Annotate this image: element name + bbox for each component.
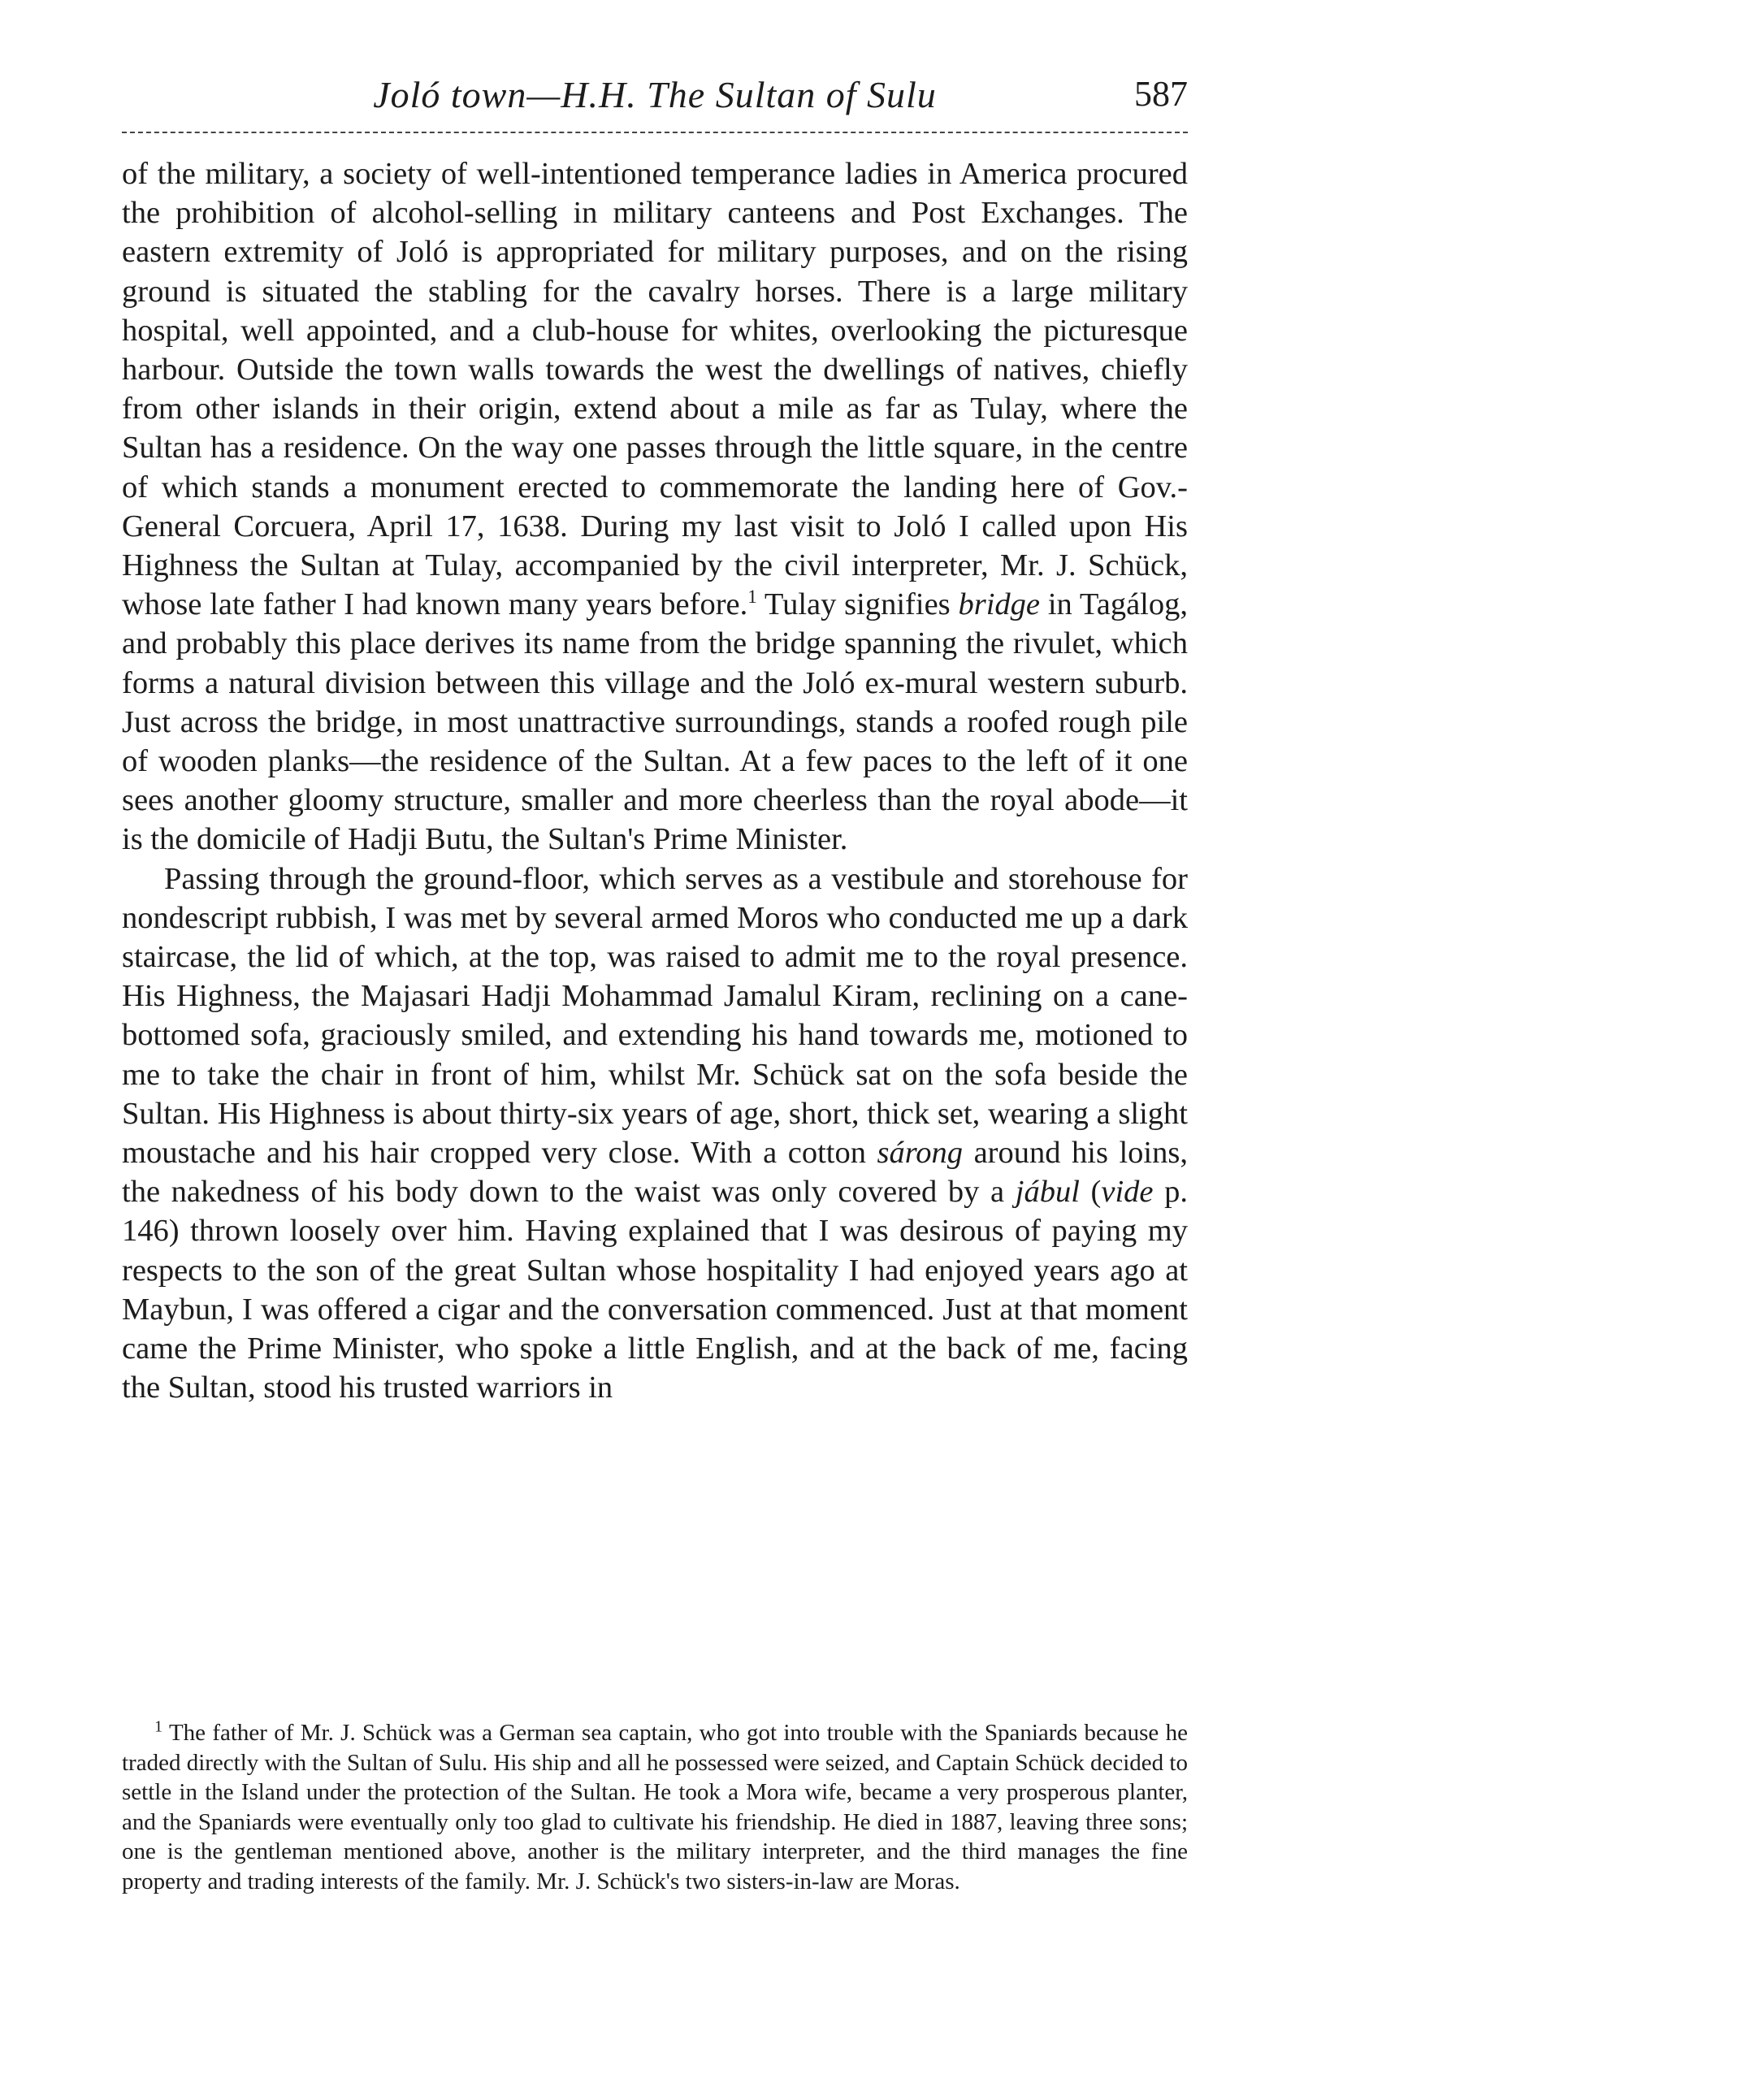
running-head (122, 65, 1188, 123)
book-page (122, 65, 1189, 1894)
text-run: Passing through the ground-floor, which serves as a vestibule and storehouse for nondescript rubbish, I was met by several armed Moros who conducted me up a dark staircase, the lid of which, at the top, was raised to admit me to the royal presence. His Highness, the Majasari Hadji Mohammad Jamalul Kiram, reclining on a cane-bottomed sofa, graciously smiled, and extending his hand towards me, motioned to me to take the chair in front of him, whilst Mr. Schück sat on the sofa beside the Sultan. His Highness is about thirty-six years of age, short, thick set, wearing a slight moustache and his hair cropped very close. With a cotton (122, 861, 1188, 1171)
text-run: ( (1079, 1175, 1102, 1210)
text-run: Tulay signifies (756, 587, 959, 622)
running-head-title: Joló town—H.H. The Sultan of Sulu (373, 74, 937, 115)
paragraph-1 (122, 154, 1188, 859)
page-number: 587 (1134, 74, 1188, 114)
body-text (122, 154, 1188, 1408)
footnote (122, 1718, 1188, 1896)
italic-term: sárong (877, 1136, 964, 1171)
italic-term: jábul (1015, 1175, 1080, 1210)
footnote-reference: 1 (747, 586, 757, 608)
paragraph-2 (122, 859, 1188, 1408)
header-rule (122, 132, 1188, 133)
italic-term: bridge (958, 587, 1041, 622)
footnote-marker: 1 (154, 1717, 163, 1736)
text-run: around his loins, the nakedness of his body down to the waist was only covered by a (122, 1136, 1188, 1210)
text-run: in Tagálog, and probably this place derives its name from the bridge spanning the rivulet, which forms a natural division between this village and the Joló ex-mural western suburb. Just across the bridge, in most unattractive surroundings, stands a roofed rough pile of wooden planks—the residence of the Sultan. At a few paces to the left of it one sees another gloomy structure, smaller and more cheerless than the royal abode—it is the domicile of Hadji Butu, the Sultan's Prime Minister. (122, 587, 1188, 857)
text-run: of the military, a society of well-intentioned temperance ladies in America procured the prohibition of alcohol-selling in military canteens and Post Exchanges. The eastern extremity of Joló is appropriated for military purposes, and on the rising ground is situated the stabling for the cavalry horses. There is a large military hospital, well appointed, and a club-house for whites, overlooking the picturesque harbour. Outside the town walls towards the west the dwellings of natives, chiefly from other islands in their origin, extend about a mile as far as Tulay, where the Sultan has a residence. On the way one passes through the little square, in the centre of which stands a monument erected to commemorate the landing here of Gov.-General Corcuera, April 17, 1638. During my last visit to Joló I called upon His Highness the Sultan at Tulay, accompanied by the civil interpreter, Mr. J. Schück, whose late father I had known many years before. (122, 157, 1188, 622)
footnote-text: The father of Mr. J. Schück was a German sea captain, who got into trouble with the Spaniards because he traded directly with the Sultan of Sulu. His ship and all he possessed were seized, and Captain Schück decided to settle in the Island under the protection of the Sultan. He took a Mora wife, became a very prosperous planter, and the Spaniards were eventually only too glad to cultivate his friendship. He died in 1887, leaving three sons; one is the gentleman mentioned above, another is the military interpreter, and the third manages the fine property and trading interests of the family. Mr. J. Schück's two sisters-in-law are Moras. (122, 1720, 1188, 1894)
italic-term: vide (1101, 1175, 1154, 1210)
text-run: p. 146) thrown loosely over him. Having explained that I was desirous of paying my respects to the son of the great Sultan whose hospitality I had enjoyed years ago at Maybun, I was offered a cigar and the conversation commenced. Just at that moment came the Prime Minister, who spoke a little English, and at the back of me, facing the Sultan, stood his trusted warriors in (122, 1175, 1189, 1405)
